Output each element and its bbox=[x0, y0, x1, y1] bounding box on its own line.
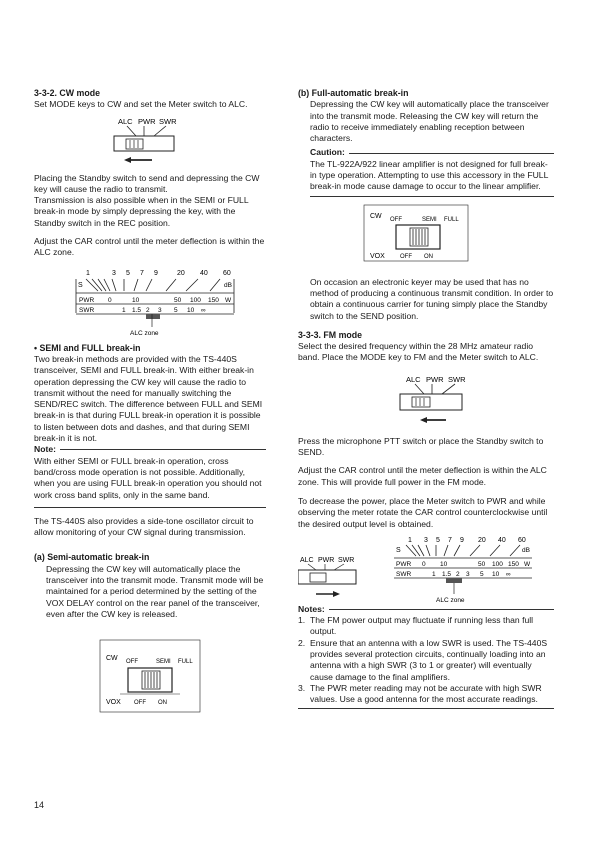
s-scale-7: 7 bbox=[140, 269, 144, 277]
switch-vox: VOX bbox=[106, 699, 121, 707]
fm-swr-scale-inf: ∞ bbox=[506, 570, 511, 578]
pwr-label: PWR bbox=[79, 296, 95, 304]
switch-on-right: ON bbox=[424, 253, 433, 260]
car-alc-paragraph: Adjust the CAR control until the meter deflection is within the ALC zone. bbox=[34, 236, 265, 258]
s-scale-3: 3 bbox=[112, 269, 116, 277]
fm-switch-label-pwr: PWR bbox=[426, 374, 444, 384]
combo-label-swr: SWR bbox=[338, 556, 355, 564]
note-2: Ensure that an antenna with a low SWR is used. The TS-440S provides several protection circuits, continually loading into an antenna with a high SWR (3 to 1 or greater) will eventually cause damage to the final amplifiers. bbox=[310, 637, 548, 682]
notes-heading bbox=[298, 604, 554, 615]
page-number: 14 bbox=[34, 800, 45, 810]
s-scale-5: 5 bbox=[126, 269, 130, 277]
fm-swr-scale-1-5: 1.5 bbox=[442, 570, 452, 578]
break-in-switch-diagram-left bbox=[34, 636, 266, 726]
break-in-switch-diagram-right bbox=[298, 203, 554, 267]
s-scale-1: 1 bbox=[86, 269, 90, 277]
swr-scale-5: 5 bbox=[174, 306, 178, 314]
fm-pwr-scale-0: 0 bbox=[422, 560, 426, 568]
switch-off-right: OFF bbox=[390, 216, 402, 223]
notes-divider bbox=[298, 708, 554, 709]
switch-off-vox: OFF bbox=[134, 700, 146, 707]
fm-s-scale-9: 9 bbox=[460, 536, 464, 544]
fm-s-scale-60: 60 bbox=[518, 536, 526, 544]
semi-full-paragraph: Two break-in methods are provided with the TS-440S transceiver, SEMI and FULL break-in. With either break-in operation depressing the CW key will cause the radio to transmit without the need for manually switching the SEND/REC switch. The difference between FULL and SEMI break-in is that during FULL break-in operation it is possible to listen between dots and dashes, and that during SEMI break-in it is not. bbox=[34, 353, 263, 444]
fm-db-label: dB bbox=[522, 546, 530, 554]
fm-switch-label-alc: ALC bbox=[406, 374, 421, 384]
fm-intro: Select the desired frequency within the 28 MHz amateur radio band. Place the MODE key to FM and the Meter switch to ALC. bbox=[298, 341, 539, 363]
fm-s-scale-3: 3 bbox=[424, 536, 428, 544]
swr-scale-inf: ∞ bbox=[201, 306, 206, 314]
db-label: dB bbox=[224, 281, 232, 289]
fm-s-scale-40: 40 bbox=[498, 536, 506, 544]
switch-label-pwr: PWR bbox=[138, 116, 156, 126]
alc-zone-caption: ALC zone bbox=[130, 329, 159, 337]
switch-label-swr: SWR bbox=[159, 116, 177, 126]
fm-alc-zone-caption: ALC zone bbox=[436, 596, 465, 604]
break-in-switch-figure-right bbox=[298, 203, 554, 267]
switch-cw: CW bbox=[106, 655, 118, 663]
switch-vox-right: VOX bbox=[370, 252, 385, 260]
meter-diagram bbox=[34, 263, 266, 343]
fm-pwr-scale-10: 10 bbox=[440, 560, 448, 568]
fm-meter-switch-figure bbox=[298, 370, 554, 436]
semi-auto-heading: (a) Semi-automatic break-in bbox=[34, 552, 150, 563]
s-scale-20: 20 bbox=[177, 269, 185, 277]
full-auto-paragraph: Depressing the CW key will automatically place the transceiver into the transmit mode. Releasing the CW key will return the radio to receive immediately enabling reception between characters. bbox=[310, 99, 549, 144]
s-scale-40: 40 bbox=[200, 269, 208, 277]
semi-full-heading: • SEMI and FULL break-in bbox=[34, 342, 141, 353]
note-divider bbox=[34, 507, 266, 508]
meter-figure bbox=[34, 263, 266, 343]
pwr-scale-50: 50 bbox=[174, 296, 182, 304]
cw-mode-heading: 3-3-2. CW mode bbox=[34, 88, 100, 98]
caution-text: The TL-922A/922 linear amplifier is not designed for full break-in type operation. Attempting to use this accessory in the FULL break-in mode cause damage to occur to the linear amplifier. bbox=[310, 158, 549, 192]
fm-swr-scale-3: 3 bbox=[466, 570, 470, 578]
fm-swr-scale-2: 2 bbox=[456, 570, 460, 578]
break-in-switch-figure-left bbox=[34, 636, 266, 726]
fm-swr-scale-5: 5 bbox=[480, 570, 484, 578]
s-label: S bbox=[78, 281, 83, 289]
swr-scale-3: 3 bbox=[158, 306, 162, 314]
fm-pwr-label: PWR bbox=[396, 560, 412, 568]
right-column bbox=[298, 88, 554, 709]
cw-mode-intro: Set MODE keys to CW and set the Meter switch to ALC. bbox=[34, 99, 248, 110]
switch-on: ON bbox=[158, 700, 167, 707]
semi-full-transmit-paragraph: Transmission is also possible when in the SEMI or FULL break-in mode by simply depressing the key, with the Standby switch in the REC position. bbox=[34, 195, 249, 228]
switch-cw-right: CW bbox=[370, 212, 382, 220]
list-item: 1. The FM power output may fluctuate if running less than full output. bbox=[298, 615, 554, 638]
fm-meter-switch-diagram bbox=[298, 370, 554, 434]
switch-semi-right: SEMI bbox=[422, 216, 437, 223]
fm-alc-zone-bar bbox=[446, 578, 462, 583]
combo-label-alc: ALC bbox=[300, 556, 314, 564]
fm-pwr-scale-100: 100 bbox=[492, 560, 503, 568]
fm-s-label: S bbox=[396, 546, 401, 554]
fm-swr-label: SWR bbox=[396, 570, 412, 578]
fm-s-scale-1: 1 bbox=[408, 536, 412, 544]
decrease-power-paragraph: To decrease the power, place the Meter switch to PWR and while observing the meter rotate the CAR control counterclockwise until the desired output level is obtained. bbox=[298, 495, 548, 529]
note-text: With either SEMI or FULL break-in operation, cross band/cross mode operation is not possible. Additionally, when you are using FULL break-in operation you should not work cross band splits, only in the same band. bbox=[34, 455, 262, 500]
combo-switch-knob bbox=[310, 573, 326, 582]
semi-auto-paragraph: Depressing the CW key will automatically place the transceiver into the transmit mode. Transmit mode will be maintained for a period determined by the setting of the VOX DELAY control on the rear panel of the transceiver, even after the CW key is released. bbox=[46, 563, 264, 619]
fm-swr-scale-1: 1 bbox=[432, 570, 436, 578]
fm-swr-scale-10: 10 bbox=[492, 570, 500, 578]
fm-pwr-scale-150: 150 bbox=[508, 560, 519, 568]
ptt-paragraph: Press the microphone PTT switch or place the Standby switch to SEND. bbox=[298, 435, 544, 458]
pwr-scale-100: 100 bbox=[190, 296, 201, 304]
fm-s-scale-7: 7 bbox=[448, 536, 452, 544]
switch-knob bbox=[126, 139, 143, 149]
switch-full-right: FULL bbox=[444, 216, 459, 223]
swr-label: SWR bbox=[79, 306, 95, 314]
fm-switch-knob bbox=[412, 397, 430, 407]
left-column bbox=[34, 88, 266, 726]
swr-scale-2: 2 bbox=[146, 306, 150, 314]
switch-label-alc: ALC bbox=[118, 116, 133, 126]
caution-heading bbox=[310, 147, 554, 158]
s-scale-60: 60 bbox=[223, 269, 231, 277]
meter-switch-diagram bbox=[34, 111, 266, 171]
pwr-scale-0: 0 bbox=[108, 296, 112, 304]
note-heading bbox=[34, 444, 266, 455]
w-label: W bbox=[225, 296, 232, 304]
caution-divider bbox=[310, 196, 554, 197]
notes-label: Notes: bbox=[298, 603, 325, 614]
car-fm-paragraph: Adjust the CAR control until the meter deflection is within the ALC zone. This will provide full power in the FM mode. bbox=[298, 465, 547, 487]
alc-zone-bar bbox=[146, 314, 160, 319]
list-item: 2. Ensure that an antenna with a low SWR is used. The TS-440S provides several protection circuits, continually loading into an antenna with a high SWR (3 to 1 or greater) will eventually cause damage to the final amplifiers. bbox=[298, 638, 554, 683]
fm-s-scale-20: 20 bbox=[478, 536, 486, 544]
fm-mode-heading: 3-3-3. FM mode bbox=[298, 329, 363, 340]
keyer-paragraph: On occasion an electronic keyer may be used that has no method of producing a continuous transmit condition. In order to obtain a continuous carrier for tuning simply place the Standby switch to the SEND position. bbox=[310, 276, 554, 321]
s-scale-9: 9 bbox=[154, 269, 158, 277]
note-3: The PWR meter reading may not be accurate with high SWR values. Use a good antenna for the most accurate readings. bbox=[310, 682, 542, 705]
full-auto-heading: (b) Full-automatic break-in bbox=[298, 88, 409, 98]
switch-semi: SEMI bbox=[156, 659, 171, 666]
pwr-scale-10: 10 bbox=[132, 296, 140, 304]
fm-pwr-scale-50: 50 bbox=[478, 560, 486, 568]
pwr-scale-150: 150 bbox=[208, 296, 219, 304]
notes-list bbox=[298, 615, 554, 705]
switch-off-vox-right: OFF bbox=[400, 253, 412, 260]
swr-scale-1: 1 bbox=[122, 306, 126, 314]
note-label: Note: bbox=[34, 444, 56, 455]
sidetone-paragraph: The TS-440S also provides a side-tone oscillator circuit to allow monitoring of your CW signal during transmission. bbox=[34, 515, 254, 538]
list-item: 3. The PWR meter reading may not be accurate with high SWR values. Use a good antenna for the most accurate readings. bbox=[298, 683, 554, 706]
fm-meter-figure bbox=[298, 532, 554, 604]
swr-scale-1-5: 1.5 bbox=[132, 306, 142, 314]
combo-label-pwr: PWR bbox=[318, 556, 335, 564]
swr-scale-10: 10 bbox=[187, 306, 195, 314]
fm-switch-label-swr: SWR bbox=[448, 374, 466, 384]
fm-meter-diagram bbox=[298, 532, 554, 604]
fm-w-label: W bbox=[524, 560, 531, 568]
standby-paragraph: Placing the Standby switch to send and depressing the CW key will cause the radio to transmit. bbox=[34, 172, 260, 194]
meter-switch-figure bbox=[34, 111, 266, 173]
fm-s-scale-5: 5 bbox=[436, 536, 440, 544]
switch-off: OFF bbox=[126, 659, 138, 666]
caution-label: Caution: bbox=[310, 147, 345, 158]
switch-full: FULL bbox=[178, 659, 193, 666]
note-1: The FM power output may fluctuate if running less than full output. bbox=[310, 615, 534, 637]
